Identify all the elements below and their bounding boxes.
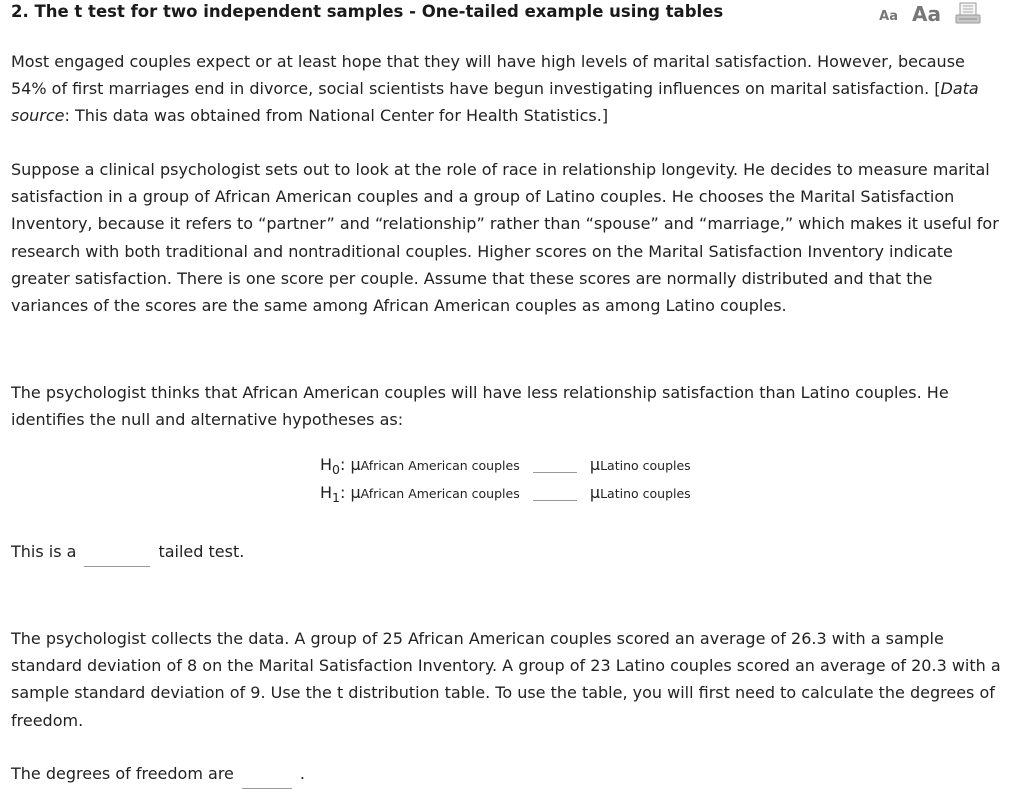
toolbar: [879, 2, 981, 24]
mu-symbol: μ: [350, 455, 361, 474]
mu-symbol: μ: [589, 455, 601, 474]
tail-question: [11, 542, 244, 567]
h1-symbol: H: [320, 483, 333, 502]
increase-font-button[interactable]: Aa: [912, 2, 941, 26]
h0-subscript: 0: [332, 462, 340, 478]
df-question: [11, 764, 305, 789]
tail-question-suffix: tailed test.: [158, 542, 245, 561]
tail-question-prefix: This is a: [11, 542, 77, 561]
print-icon[interactable]: [955, 2, 981, 24]
data-source-label: Data source: [11, 79, 979, 126]
h0-operator-dropdown[interactable]: [533, 471, 577, 473]
h1-group1: African American couples: [360, 486, 520, 501]
mu-symbol: μ: [350, 483, 361, 502]
h1-operator-dropdown[interactable]: [533, 499, 577, 501]
h0-group2: Latino couples: [600, 458, 691, 473]
question-title: 2. The t test for two independent samples - One-tailed example using tables: [11, 2, 724, 21]
mu-symbol: μ: [589, 483, 601, 502]
df-question-prefix: The degrees of freedom are: [11, 764, 234, 783]
df-question-suffix: .: [299, 764, 305, 783]
h0-colon: :: [339, 455, 346, 474]
null-hypothesis: [320, 455, 691, 477]
intro-paragraph: [11, 48, 1001, 130]
scenario-paragraph: Suppose a clinical psychologist sets out to look at the role of race in relationship longevity. He decides to measure marital satisfaction in a group of African American couples and a group of Latino couples. He chooses the Marital Satisfaction Inventory, because it refers to “partner” and “relationship” rather than “spouse” and “marriage,” which makes it useful for research with both traditional and nontraditional couples. Higher scores on the Marital Satisfaction Inventory indicate greater satisfaction. There is one score per couple. Assume that these scores are normally distributed and that the variances of the scores are the same among African American couples as among Latino couples.: [11, 160, 999, 316]
h0-group1: African American couples: [360, 458, 520, 473]
h1-colon: :: [339, 483, 346, 502]
question-header: [11, 2, 1011, 26]
data-paragraph: The psychologist collects the data. A group of 25 African American couples scored an average of 26.3 with a sample standard deviation of 8 on the Marital Satisfaction Inventory. A group of 23 Latino couples scored an average of 20.3 with a sample standard deviation of 9. Use the t distribution table. To use the table, you will first need to calculate the degrees of freedom.: [11, 629, 1001, 730]
h0-symbol: H: [320, 455, 333, 474]
h1-group2: Latino couples: [600, 486, 691, 501]
alternative-hypothesis: [320, 483, 691, 505]
decrease-font-button[interactable]: Aa: [879, 9, 899, 24]
intro-text: Most engaged couples expect or at least hope that they will have high levels of marital satisfaction. However, because 54% of first marriages end in divorce, social scientists have begun investigating influences on marital satisfaction. [: [11, 52, 965, 99]
data-source-text: : This data was obtained from National Center for Health Statistics.]: [64, 106, 609, 126]
tail-type-dropdown[interactable]: [84, 565, 150, 567]
h1-subscript: 1: [332, 490, 340, 506]
hypothesis-intro-paragraph: The psychologist thinks that African American couples will have less relationship satisfaction than Latino couples. He identifies the null and alternative hypotheses as:: [11, 383, 949, 430]
